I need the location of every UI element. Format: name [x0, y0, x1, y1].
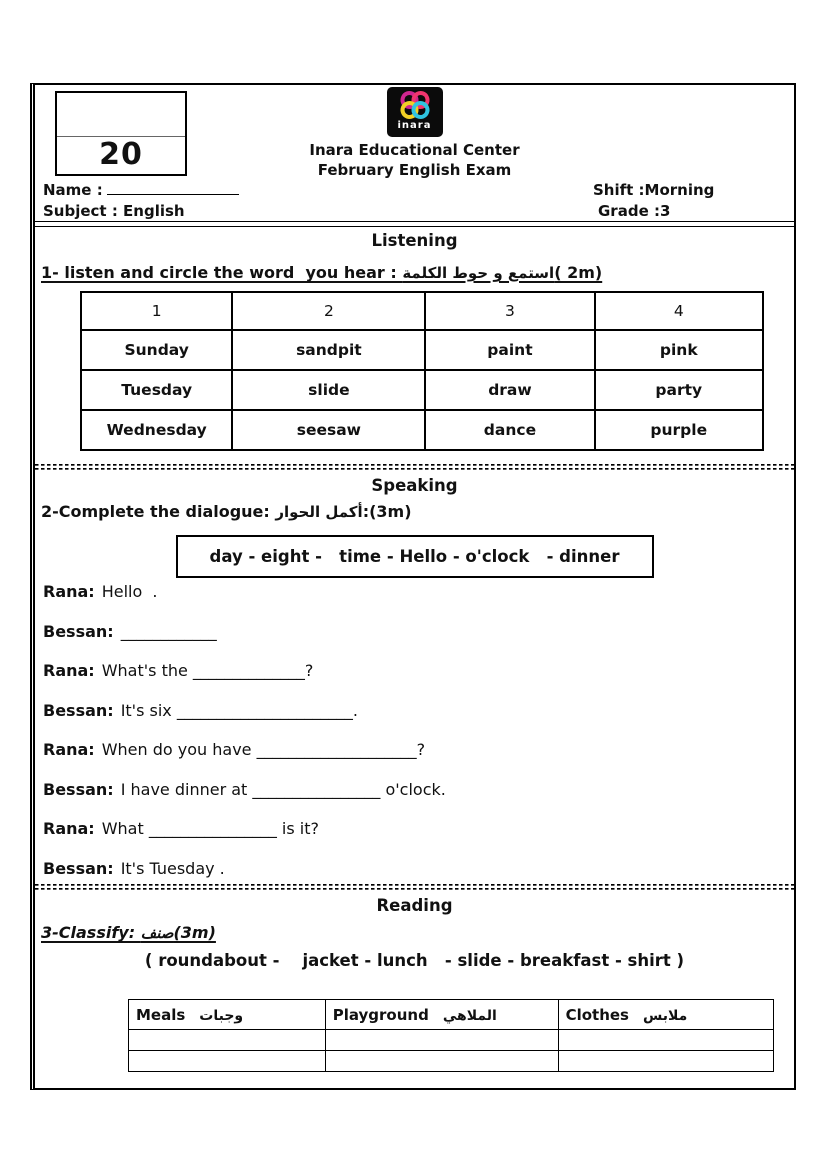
- answer-cell: [558, 1051, 773, 1072]
- dialogue-text: What ________________ is it?: [101, 819, 319, 838]
- classify-word-list: ( roundabout - jacket - lunch - slide - breakfast - shirt ): [144, 951, 685, 970]
- dialogue-line: [43, 700, 786, 722]
- classify-header-row: [129, 1000, 774, 1030]
- logo-wordmark: inara: [397, 120, 432, 131]
- speaking-heading: Speaking: [371, 476, 458, 495]
- dialogue-text: It's Tuesday .: [120, 858, 225, 878]
- table-row: [81, 330, 763, 370]
- shift-label: Shift :Morning: [593, 181, 715, 199]
- page-frame: [30, 83, 796, 1090]
- dialogue-block: [43, 581, 786, 897]
- speaker-name: Bessan:: [43, 621, 114, 641]
- speaking-instruction: [41, 502, 412, 521]
- answer-cell: [325, 1051, 558, 1072]
- col-number: 3: [425, 292, 594, 330]
- name-blank-line: [107, 181, 239, 195]
- header-divider: [35, 221, 794, 227]
- dialogue-line: [43, 660, 786, 682]
- word-option: seesaw: [232, 410, 425, 450]
- word-option: Sunday: [81, 330, 232, 370]
- category-label-en: Meals: [136, 1005, 186, 1024]
- reading-instruction-arabic: صنف: [140, 924, 174, 942]
- reading-heading: Reading: [376, 896, 453, 915]
- speaking-instruction-arabic: أكمل الحوار: [275, 503, 363, 521]
- category-clothes: [558, 1000, 773, 1030]
- dialogue-text: Hello .: [101, 582, 158, 601]
- answer-cell: [129, 1051, 326, 1072]
- section-separator: [35, 464, 794, 470]
- dialogue-text: What's the ______________?: [101, 661, 314, 680]
- word-option: Wednesday: [81, 410, 232, 450]
- inara-logo: [387, 87, 443, 137]
- reading-instruction: [41, 923, 216, 942]
- speaker-name: Bessan:: [43, 858, 114, 878]
- dialogue-text: When do you have ____________________?: [101, 740, 426, 759]
- listening-table: [80, 291, 764, 451]
- dialogue-text: I have dinner at ________________ o'clock.: [120, 779, 446, 799]
- word-option: slide: [232, 370, 425, 410]
- word-option: paint: [425, 330, 594, 370]
- listening-instruction: [41, 263, 602, 282]
- dialogue-line: [43, 581, 786, 603]
- listening-heading: Listening: [371, 231, 458, 250]
- answer-row: [129, 1030, 774, 1051]
- word-option: dance: [425, 410, 594, 450]
- listening-table-header-row: [81, 292, 763, 330]
- category-label-ar: وجبات: [199, 1007, 244, 1024]
- category-label-ar: ملابس: [642, 1007, 688, 1024]
- word-option: party: [595, 370, 763, 410]
- category-label-en: Playground: [332, 1005, 429, 1024]
- subject-label: Subject : English: [43, 202, 185, 220]
- speaker-name: Rana:: [43, 661, 95, 680]
- listening-instruction-arabic: استمع و حوط الكلمة: [402, 264, 555, 282]
- speaker-name: Rana:: [43, 582, 95, 601]
- speaker-name: Rana:: [43, 819, 95, 838]
- reading-instruction-marks: (3m): [173, 923, 216, 942]
- inara-knot-icon: [395, 90, 435, 120]
- speaker-name: Bessan:: [43, 779, 114, 799]
- col-number: 1: [81, 292, 232, 330]
- answer-cell: [325, 1030, 558, 1051]
- speaker-name: Bessan:: [43, 700, 114, 720]
- speaker-name: Rana:: [43, 740, 95, 759]
- word-option: pink: [595, 330, 763, 370]
- word-option: purple: [595, 410, 763, 450]
- grade-label: Grade :3: [598, 202, 671, 220]
- table-row: [81, 410, 763, 450]
- reading-instruction-text: 3-Classify:: [41, 923, 141, 942]
- section-separator: [35, 884, 794, 890]
- speaking-instruction-text: 2-Complete the dialogue:: [41, 502, 276, 521]
- name-label: Name :: [43, 181, 103, 199]
- answer-cell: [558, 1030, 773, 1051]
- word-bank-box: day - eight - time - Hello - o'clock - dinner: [176, 535, 654, 578]
- word-option: sandpit: [232, 330, 425, 370]
- col-number: 4: [595, 292, 763, 330]
- exam-title: February English Exam: [317, 161, 512, 179]
- dialogue-line: [43, 818, 786, 840]
- dialogue-line: [43, 858, 786, 880]
- org-name: Inara Educational Center: [309, 141, 520, 159]
- dialogue-text: ____________: [120, 621, 217, 641]
- dialogue-line: [43, 621, 786, 643]
- dialogue-text: It's six ______________________.: [120, 700, 358, 720]
- dialogue-line: [43, 739, 786, 761]
- category-label-ar: الملاهي: [442, 1007, 497, 1024]
- listening-instruction-text: 1- listen and circle the word you hear :: [41, 263, 403, 282]
- total-marks-value: 20: [99, 137, 143, 172]
- answer-row: [129, 1051, 774, 1072]
- listening-instruction-marks: ( 2m): [554, 263, 603, 282]
- name-row: [43, 181, 239, 199]
- col-number: 2: [232, 292, 425, 330]
- score-box-empty-cell: [57, 93, 185, 137]
- table-row: [81, 370, 763, 410]
- dialogue-line: [43, 779, 786, 801]
- category-playground: [325, 1000, 558, 1030]
- category-label-en: Clothes: [565, 1005, 629, 1024]
- answer-cell: [129, 1030, 326, 1051]
- category-meals: [129, 1000, 326, 1030]
- word-option: Tuesday: [81, 370, 232, 410]
- classify-table: [128, 999, 774, 1072]
- word-option: draw: [425, 370, 594, 410]
- speaking-instruction-marks: :(3m): [362, 502, 412, 521]
